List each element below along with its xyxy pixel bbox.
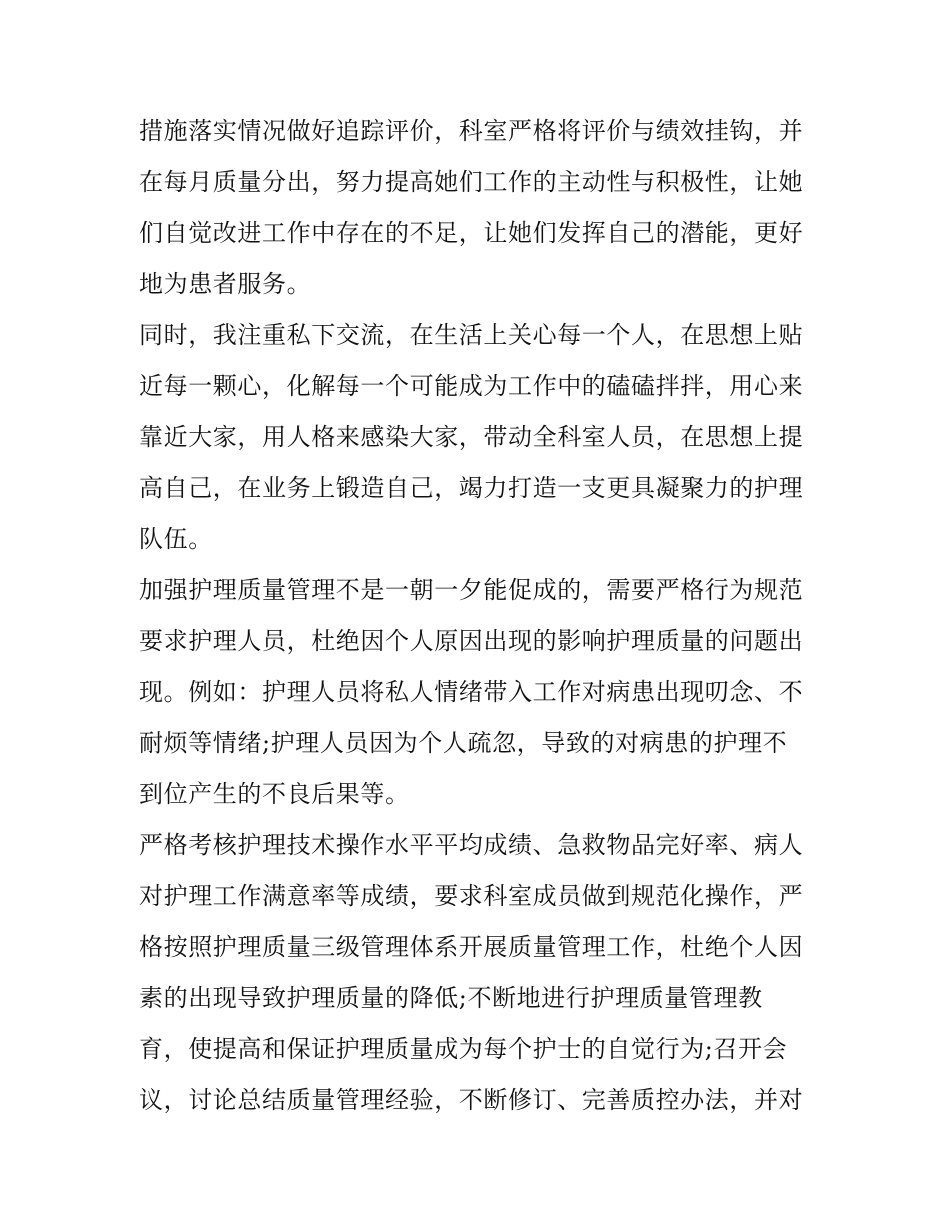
text-line: 到位产生的不良后果等。 [139, 780, 410, 808]
text-line: 格按照护理质量三级管理体系开展质量管理工作，杜绝个人因 [139, 933, 804, 961]
text-line: 素的出现导致护理质量的降低;不断地进行护理质量管理教 [139, 984, 763, 1012]
text-line: 耐烦等情绪;护理人员因为个人疏忽，导致的对病患的护理不 [139, 729, 788, 757]
text-line: 们自觉改进工作中存在的不足，让她们发挥自己的潜能，更好 [139, 219, 804, 247]
text-line: 育，使提高和保证护理质量成为每个护士的自觉行为;召开会 [139, 1035, 788, 1063]
text-line: 在每月质量分出，努力提高她们工作的主动性与积极性，让她 [139, 168, 804, 196]
text-line: 措施落实情况做好追踪评价，科室严格将评价与绩效挂钩，并 [139, 117, 804, 145]
text-line: 要求护理人员，杜绝因个人原因出现的影响护理质量的问题出 [139, 627, 804, 655]
text-line: 对护理工作满意率等成绩，要求科室成员做到规范化操作，严 [139, 882, 804, 910]
text-line: 靠近大家，用人格来感染大家，带动全科室人员，在思想上提 [139, 423, 804, 451]
text-line: 地为患者服务。 [139, 270, 312, 298]
document-body [139, 106, 819, 1126]
text-line: 加强护理质量管理不是一朝一夕能促成的，需要严格行为规范 [139, 576, 804, 604]
text-line: 近每一颗心，化解每一个可能成为工作中的磕磕拌拌，用心来 [139, 372, 804, 400]
text-line: 现。例如：护理人员将私人情绪带入工作对病患出现叨念、不 [139, 678, 804, 706]
text-line: 议，讨论总结质量管理经验，不断修订、完善质控办法，并对 [139, 1086, 804, 1114]
text-line: 高自己，在业务上锻造自己，竭力打造一支更具凝聚力的护理 [139, 474, 804, 502]
text-line: 严格考核护理技术操作水平平均成绩、急救物品完好率、病人 [139, 831, 804, 859]
text-line: 同时，我注重私下交流，在生活上关心每一个人，在思想上贴 [139, 321, 804, 349]
text-line: 队伍。 [139, 525, 213, 553]
